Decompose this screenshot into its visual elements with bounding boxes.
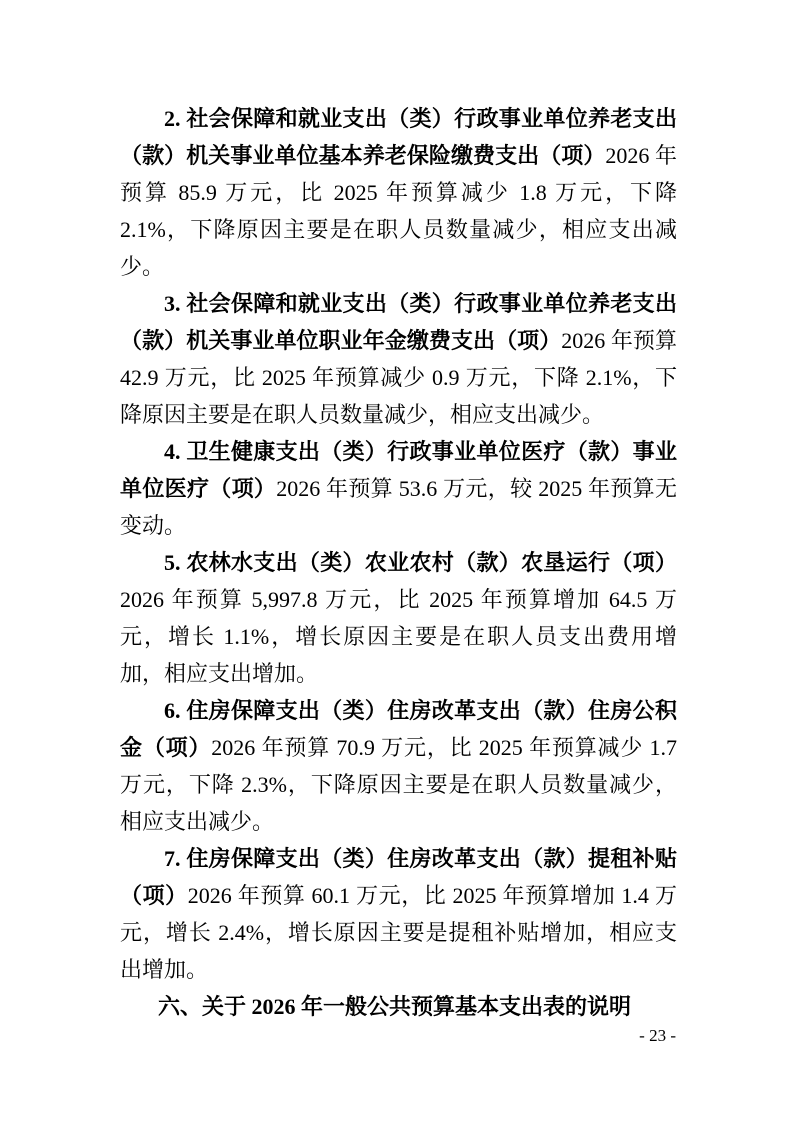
document-body (120, 100, 677, 1025)
budget-item-4-title: 4. 卫生健康支出（类）行政事业单位医疗（款）事业单位医疗（项） (120, 439, 677, 501)
budget-item-6-text: 2026 年预算 70.9 万元，比 2025 年预算减少 1.7 万元，下降 2.3%，下降原因主要是在职人员数量减少，相应支出减少。 (120, 735, 677, 834)
budget-item-7-text: 2026 年预算 60.1 万元，比 2025 年预算增加 1.4 万元，增长 2.4%，增长原因主要是提租补贴增加，相应支出增加。 (120, 883, 677, 982)
budget-item-7-title: 7. 住房保障支出（类）住房改革支出（款）提租补贴（项） (120, 846, 677, 908)
budget-item-paragraph-6 (120, 692, 677, 840)
budget-item-2-text: 2026 年预算 85.9 万元，比 2025 年预算减少 1.8 万元，下降 2.1%，下降原因主要是在职人员数量减少，相应支出减少。 (120, 143, 677, 279)
page-number: - 23 - (639, 1026, 676, 1045)
budget-item-3-text: 2026 年预算 42.9 万元，比 2025 年预算减少 0.9 万元，下降 2.1%，下降原因主要是在职人员数量减少，相应支出减少。 (120, 328, 677, 427)
budget-item-paragraph-3 (120, 285, 677, 433)
budget-item-paragraph-2 (120, 100, 677, 285)
budget-item-3-title: 3. 社会保障和就业支出（类）行政事业单位养老支出（款）机关事业单位职业年金缴费支出（项） (120, 291, 677, 353)
budget-item-paragraph-4 (120, 433, 677, 544)
budget-item-paragraph-7 (120, 840, 677, 988)
budget-item-6-title: 6. 住房保障支出（类）住房改革支出（款）住房公积金（项） (120, 698, 677, 760)
budget-item-paragraph-5 (120, 544, 677, 692)
budget-item-5-text: 2026 年预算 5,997.8 万元，比 2025 年预算增加 64.5 万元，增长 1.1%，增长原因主要是在职人员支出费用增加，相应支出增加。 (120, 587, 677, 686)
budget-item-4-text: 2026 年预算 53.6 万元，较 2025 年预算无变动。 (120, 476, 677, 538)
section-heading: 六、关于 2026 年一般公共预算基本支出表的说明 (158, 994, 632, 1019)
budget-item-5-title: 5. 农林水支出（类）农业农村（款）农垦运行（项） (164, 550, 677, 575)
budget-item-2-title: 2. 社会保障和就业支出（类）行政事业单位养老支出（款）机关事业单位基本养老保险缴费支出（项） (120, 106, 677, 168)
